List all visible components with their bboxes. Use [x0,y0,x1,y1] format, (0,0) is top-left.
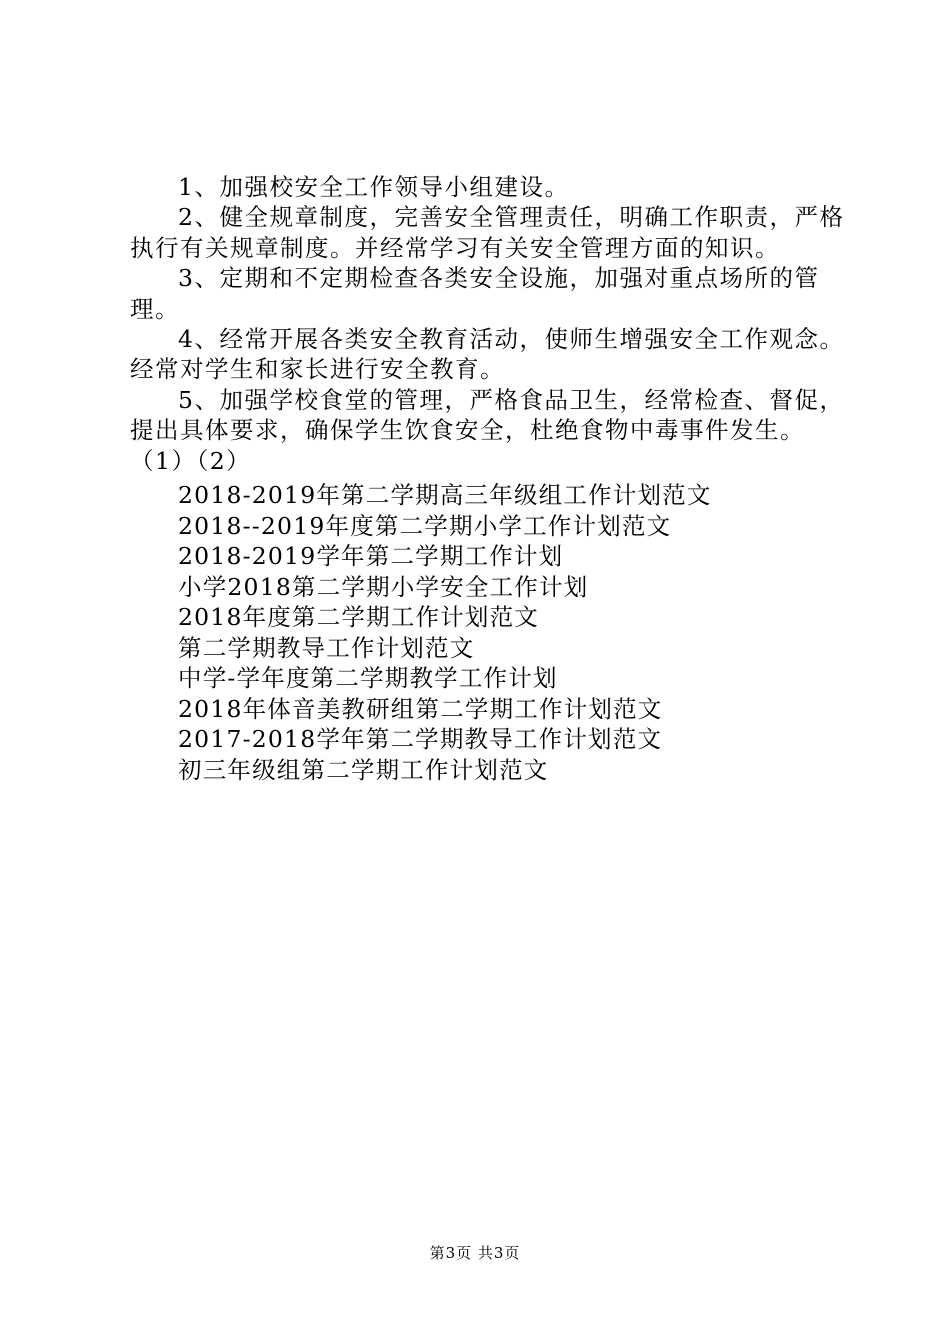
related-article-link[interactable]: 2018年度第二学期工作计划范文 [178,603,540,631]
document-body [130,172,850,476]
related-article-link[interactable]: 第二学期教导工作计划范文 [178,633,475,662]
paragraph-1: 1、加强校安全工作领导小组建设。 [178,173,570,201]
related-article-link[interactable]: 2017-2018学年第二学期教导工作计划范文 [178,725,663,753]
page-footer: 第3页 共3页 [429,1244,521,1262]
related-article-link[interactable]: 2018-2019年第二学期高三年级组工作计划范文 [178,481,712,509]
related-article-link[interactable]: 中学-学年度第二学期教学工作计划 [178,664,558,692]
related-article-link[interactable]: 2018-2019学年第二学期工作计划 [178,542,564,570]
related-article-link[interactable]: 小学2018第二学期小学安全工作计划 [178,572,589,601]
related-article-link[interactable]: 2018年体音美教研组第二学期工作计划范文 [178,694,663,723]
related-article-link[interactable]: 初三年级组第二学期工作计划范文 [178,755,549,784]
related-article-link[interactable]: 2018--2019年度第二学期小学工作计划范文 [178,511,672,540]
reference-markers: （1）（2） [130,446,252,475]
paragraph-4: 4、经常开展各类安全教育活动，使师生增强安全工作观念。经常对学生和家长进行安全教育。 [130,325,845,384]
related-articles-list [178,480,712,785]
paragraph-5: 5、加强学校食堂的管理，严格食品卫生，经常检查、督促，提出具体要求，确保学生饮食安全，杜绝食物中毒事件发生。 [130,385,845,445]
paragraph-3: 3、定期和不定期检查各类安全设施，加强对重点场所的管理。 [130,264,820,323]
paragraph-2: 2、健全规章制度，完善安全管理责任，明确工作职责，严格执行有关规章制度。并经常学习有关安全管理方面的知识。 [130,203,845,262]
